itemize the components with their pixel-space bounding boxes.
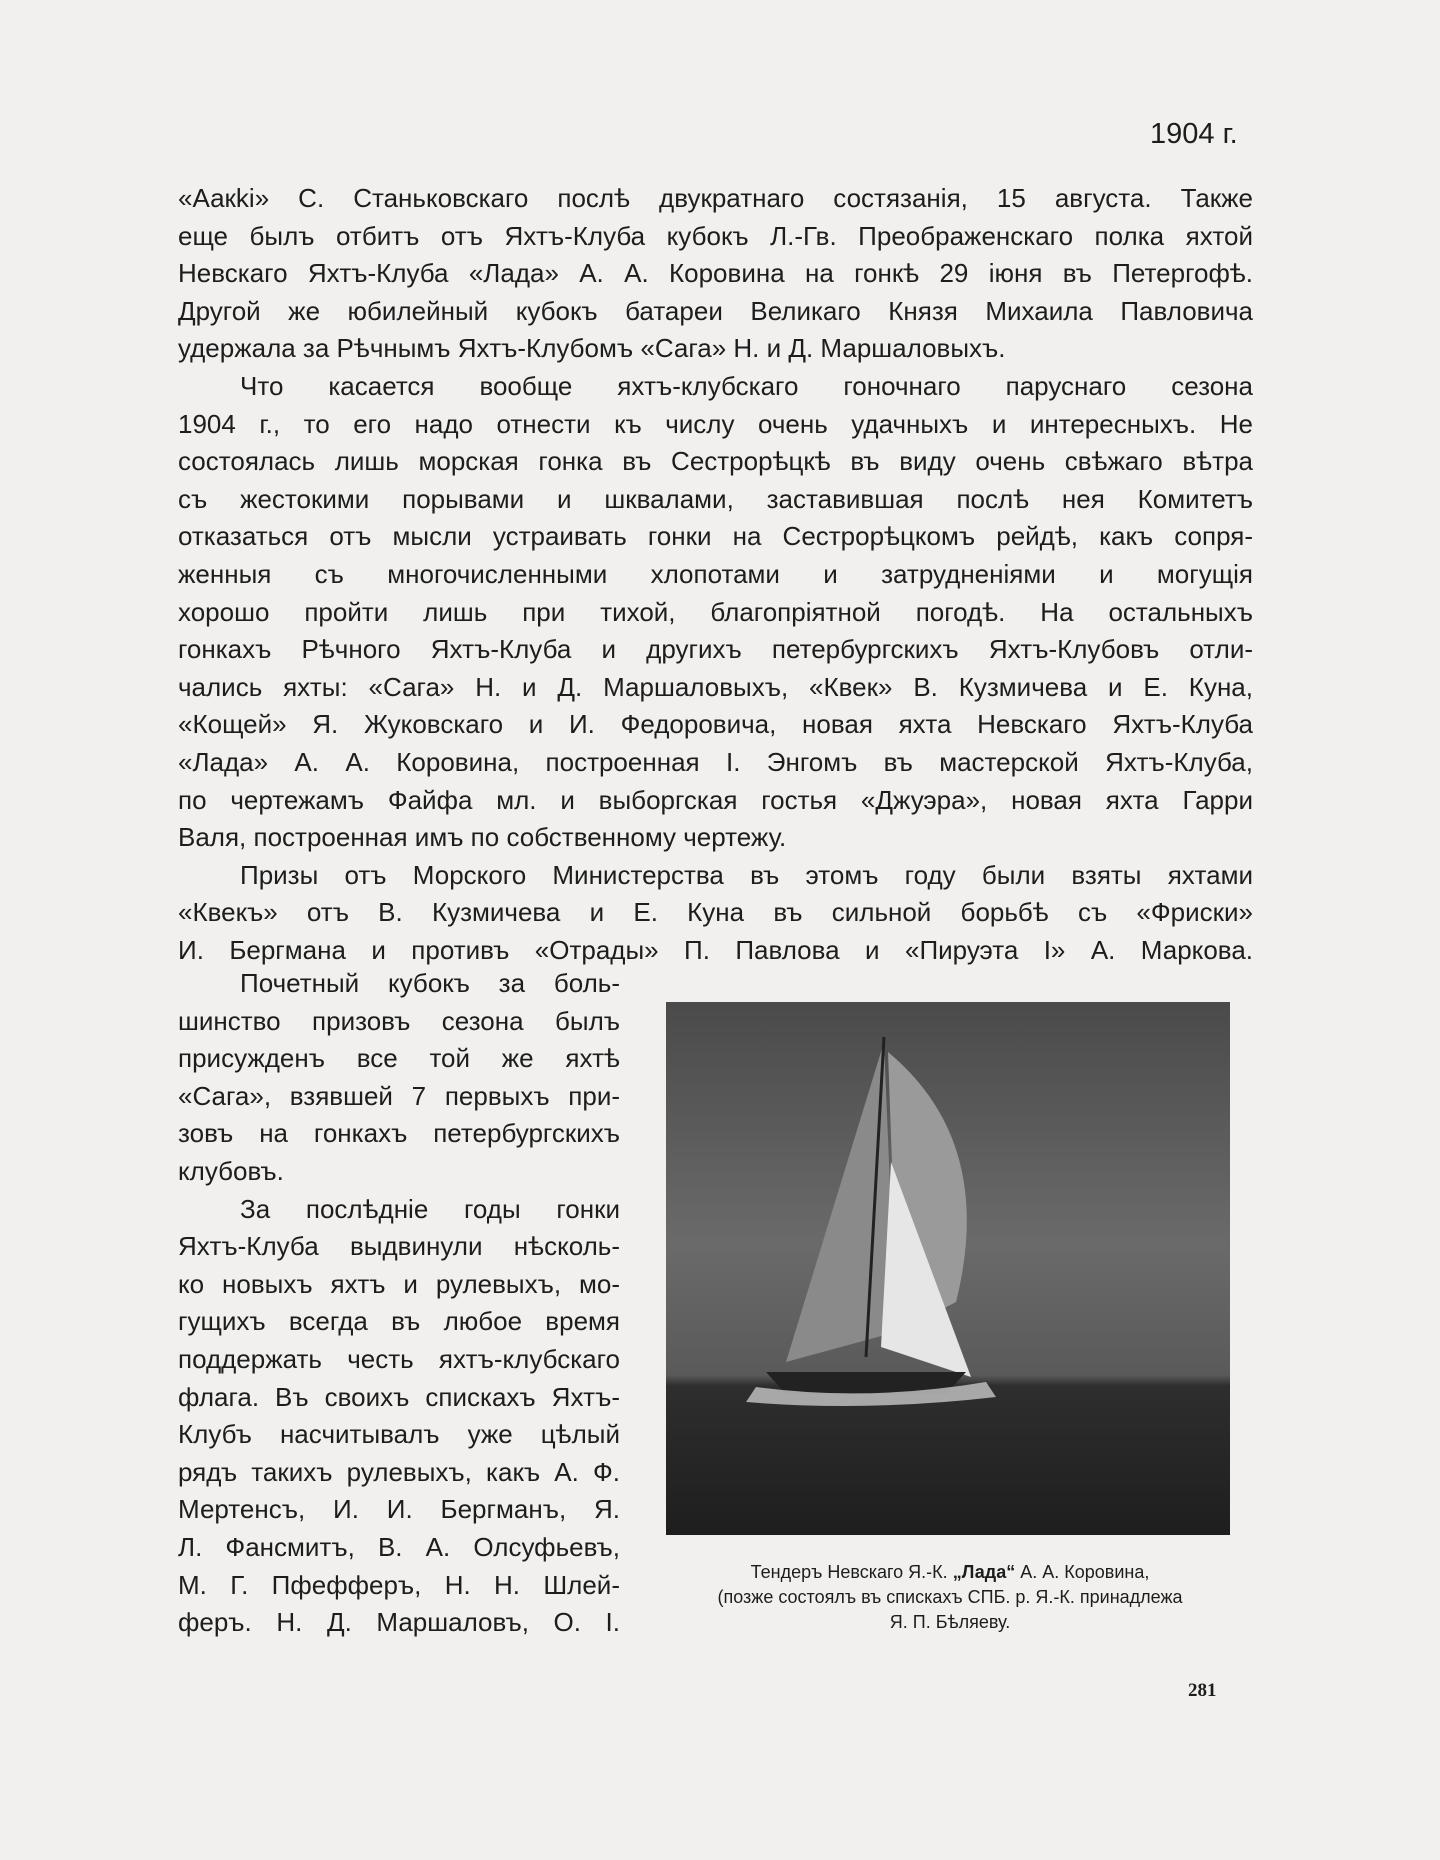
text-line: феръ. Н. Д. Маршаловъ, О. І.: [178, 1607, 620, 1638]
text-line: Почетный кубокъ за боль-: [240, 968, 620, 998]
caption-text: А. А. Коровина,: [1020, 1562, 1150, 1582]
photo-caption: [640, 1560, 1260, 1635]
page-number: 281: [1188, 1680, 1217, 1701]
text-line: Мертенсъ, И. И. Бергманъ, Я.: [178, 1494, 620, 1525]
text-line: «Кощей» Я. Жуковскаго и И. Федоровича, новая яхта Невскаго Яхтъ-Клуба: [178, 709, 1253, 740]
text-line: Яхтъ-Клуба выдвинули нѣсколь-: [178, 1231, 620, 1262]
text-line: отказаться отъ мысли устраивать гонки на Сестрорѣцкомъ рейдѣ, какъ сопря-: [178, 521, 1253, 552]
text-line: ко новыхъ яхтъ и рулевыхъ, мо-: [178, 1268, 620, 1299]
text-line: Другой же юбилейный кубокъ батареи Великаго Князя Михаила Павловича: [178, 295, 1253, 326]
text-line: «Лада» А. А. Коровина, построенная І. Энгомъ въ мастерской Яхтъ-Клуба,: [178, 746, 1253, 777]
text-line: Клубъ насчитывалъ уже цѣлый: [178, 1419, 620, 1450]
text-line: «Квекъ» отъ В. Кузмичева и Е. Куна въ сильной борьбѣ съ «Фриски»: [178, 897, 1253, 928]
text-line: рядъ такихъ рулевыхъ, какъ А. Ф.: [178, 1456, 620, 1487]
running-header-year: 1904 г.: [1150, 118, 1238, 150]
text-line: «Аакki» С. Станьковскаго послѣ двукратнаго состязанія, 15 августа. Также: [178, 183, 1253, 213]
text-line: Невскаго Яхтъ-Клуба «Лада» А. А. Коровина на гонкѣ 29 іюня въ Петергофѣ.: [178, 258, 1253, 289]
caption-yacht-name: „Лада“: [952, 1562, 1016, 1582]
text-line: флага. Въ своихъ спискахъ Яхтъ-: [178, 1381, 620, 1412]
text-line: хорошо пройти лишь при тихой, благопріятной погодѣ. На остальныхъ: [178, 596, 1253, 627]
text-line: гущихъ всегда въ любое время: [178, 1306, 620, 1337]
text-line: присужденъ все той же яхтѣ: [178, 1043, 620, 1074]
text-line: еще былъ отбитъ отъ Яхтъ-Клуба кубокъ Л.-Гв. Преображенскаго полка яхтой: [178, 220, 1253, 251]
text-line: гонкахъ Рѣчного Яхтъ-Клуба и другихъ петербургскихъ Яхтъ-Клубовъ отли-: [178, 634, 1253, 665]
main-text: [178, 180, 1253, 969]
text-line: Призы отъ Морского Министерства въ этомъ году были взяты яхтами: [240, 859, 1253, 890]
text-line: «Сага», взявшей 7 первыхъ при-: [178, 1080, 620, 1111]
left-column-text: [178, 965, 620, 1642]
text-line: Что касается вообще яхтъ-клубскаго гоночнаго паруснаго сезона: [240, 370, 1253, 401]
text-line: удержала за Рѣчнымъ Яхтъ-Клубомъ «Сага» Н. и Д. Маршаловыхъ.: [178, 333, 1006, 364]
text-line: Валя, построенная имъ по собственному чертежу.: [178, 822, 787, 853]
text-line: шинство призовъ сезона былъ: [178, 1005, 620, 1036]
text-line: женныя съ многочисленными хлопотами и затрудненіями и могущія: [178, 558, 1253, 589]
text-line: состоялась лишь морская гонка въ Сестрорѣцкѣ въ виду очень свѣжаго вѣтра: [178, 446, 1253, 477]
text-line: клубовъ.: [178, 1155, 284, 1186]
caption-text: Тендеръ Невскаго Я.-К.: [750, 1562, 948, 1582]
text-line: чались яхты: «Сага» Н. и Д. Маршаловыхъ, «Квек» В. Кузмичева и Е. Куна,: [178, 671, 1253, 702]
text-line: М. Г. Пфефферъ, Н. Н. Шлей-: [178, 1569, 620, 1600]
text-line: зовъ на гонкахъ петербургскихъ: [178, 1118, 620, 1149]
yacht-photo: [666, 1002, 1230, 1535]
caption-text: (позже состоялъ въ спискахъ СПБ. р. Я.-К. принадлежа: [717, 1587, 1183, 1607]
caption-text: Я. П. Бѣляеву.: [889, 1612, 1011, 1632]
text-line: съ жестокими порывами и шквалами, заставившая послѣ нея Комитетъ: [178, 483, 1253, 514]
text-line: Л. Фансмитъ, В. А. Олсуфьевъ,: [178, 1531, 620, 1562]
text-line: За послѣдніе годы гонки: [240, 1193, 620, 1224]
mainsail: [786, 1042, 896, 1362]
text-line: 1904 г., то его надо отнести къ числу очень удачныхъ и интересныхъ. Не: [178, 408, 1253, 439]
text-line: поддержать честь яхтъ-клубскаго: [178, 1343, 620, 1374]
text-line: И. Бергмана и противъ «Отрады» П. Павлова и «Пируэта І» А. Маркова.: [178, 934, 1253, 965]
text-line: по чертежамъ Файфа мл. и выборгская гостья «Джуэра», новая яхта Гарри: [178, 784, 1253, 815]
